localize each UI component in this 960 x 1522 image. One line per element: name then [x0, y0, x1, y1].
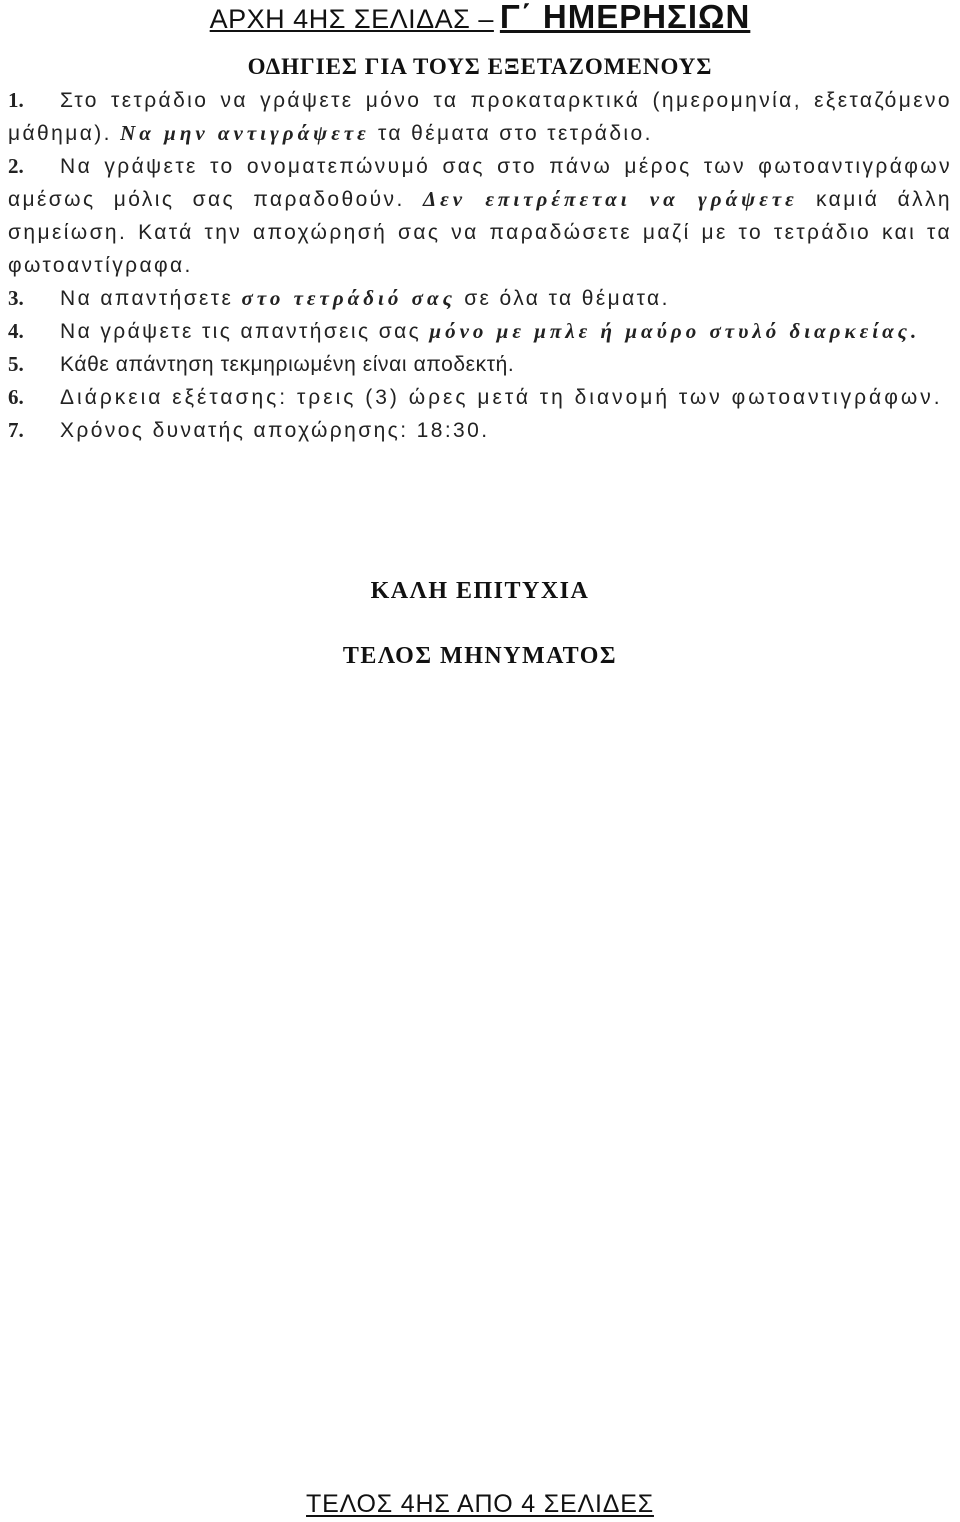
- good-luck-message: ΚΑΛΗ ΕΠΙΤΥΧΙΑ: [370, 578, 590, 604]
- page-header: [0, 0, 960, 36]
- item-emphasis: Να μην αντιγράψετε: [120, 121, 370, 145]
- page-end-label: ΤΕΛΟΣ 4ΗΣ ΑΠΟ 4 ΣΕΛΙΔΕΣ: [306, 1490, 654, 1518]
- instruction-item: [8, 381, 952, 414]
- item-number: 7.: [8, 418, 24, 442]
- end-of-message: ΤΕΛΟΣ ΜΗΝΥΜΑΤΟΣ: [342, 643, 618, 669]
- item-text-after: σε όλα τα θέματα.: [455, 287, 670, 310]
- item-emphasis: στο τετράδιό σας: [241, 286, 456, 310]
- item-text-after: τα θέματα στο τετράδιο.: [369, 122, 653, 145]
- item-text: Να γράψετε τις απαντήσεις σας: [60, 320, 430, 343]
- item-text: Να γράψετε το ονοματεπώνυμό σας στο πάνω μέρος των φωτοαντιγράφων αμέσως μόλις σας παραδοθούν.: [8, 155, 952, 211]
- item-text: Χρόνος δυνατής αποχώρησης: 18:30.: [60, 419, 490, 442]
- item-number: 1.: [8, 88, 24, 112]
- school-type-label: Γ΄ ΗΜΕΡΗΣΙΩΝ: [499, 0, 751, 35]
- item-number: 6.: [8, 385, 24, 409]
- instruction-item: [8, 348, 952, 381]
- item-emphasis: Δεν επιτρέπεται να γράψετε: [422, 187, 798, 211]
- item-number: 2.: [8, 154, 24, 178]
- instructions-title: ΟΔΗΓΙΕΣ ΓΙΑ ΤΟΥΣ ΕΞΕΤΑΖΟΜΕΝΟΥΣ: [247, 54, 713, 79]
- instruction-item: [8, 150, 952, 282]
- item-number: 5.: [8, 352, 24, 376]
- instruction-item: [8, 84, 952, 150]
- instruction-item: [8, 414, 952, 447]
- page-start-label: ΑΡΧΗ 4ΗΣ ΣΕΛΙΔΑΣ –: [209, 4, 494, 34]
- instruction-item: [8, 315, 952, 348]
- instructions-list: [8, 84, 952, 447]
- item-number: 3.: [8, 286, 24, 310]
- item-number: 4.: [8, 319, 24, 343]
- item-text-after: καμιά άλλη σημείωση. Κατά την αποχώρησή σας να παραδώσετε μαζί με το τετράδιο και τα φωτοαντίγραφα.: [8, 188, 952, 277]
- item-emphasis: μόνο με μπλε ή μαύρο στυλό διαρκείας.: [429, 319, 921, 343]
- item-text: Διάρκεια εξέτασης: τρεις (3) ώρες μετά τη διανομή των φωτοαντιγράφων.: [60, 386, 943, 409]
- page-footer: [0, 1488, 960, 1520]
- item-text: Κάθε απάντηση τεκμηριωμένη είναι αποδεκτή.: [60, 353, 515, 376]
- item-text: Να απαντήσετε: [60, 287, 242, 310]
- instruction-item: [8, 282, 952, 315]
- item-text: Στο τετράδιο να γράψετε μόνο τα προκαταρκτικά (ημερομηνία, εξεταζόμενο μάθημα).: [8, 89, 952, 145]
